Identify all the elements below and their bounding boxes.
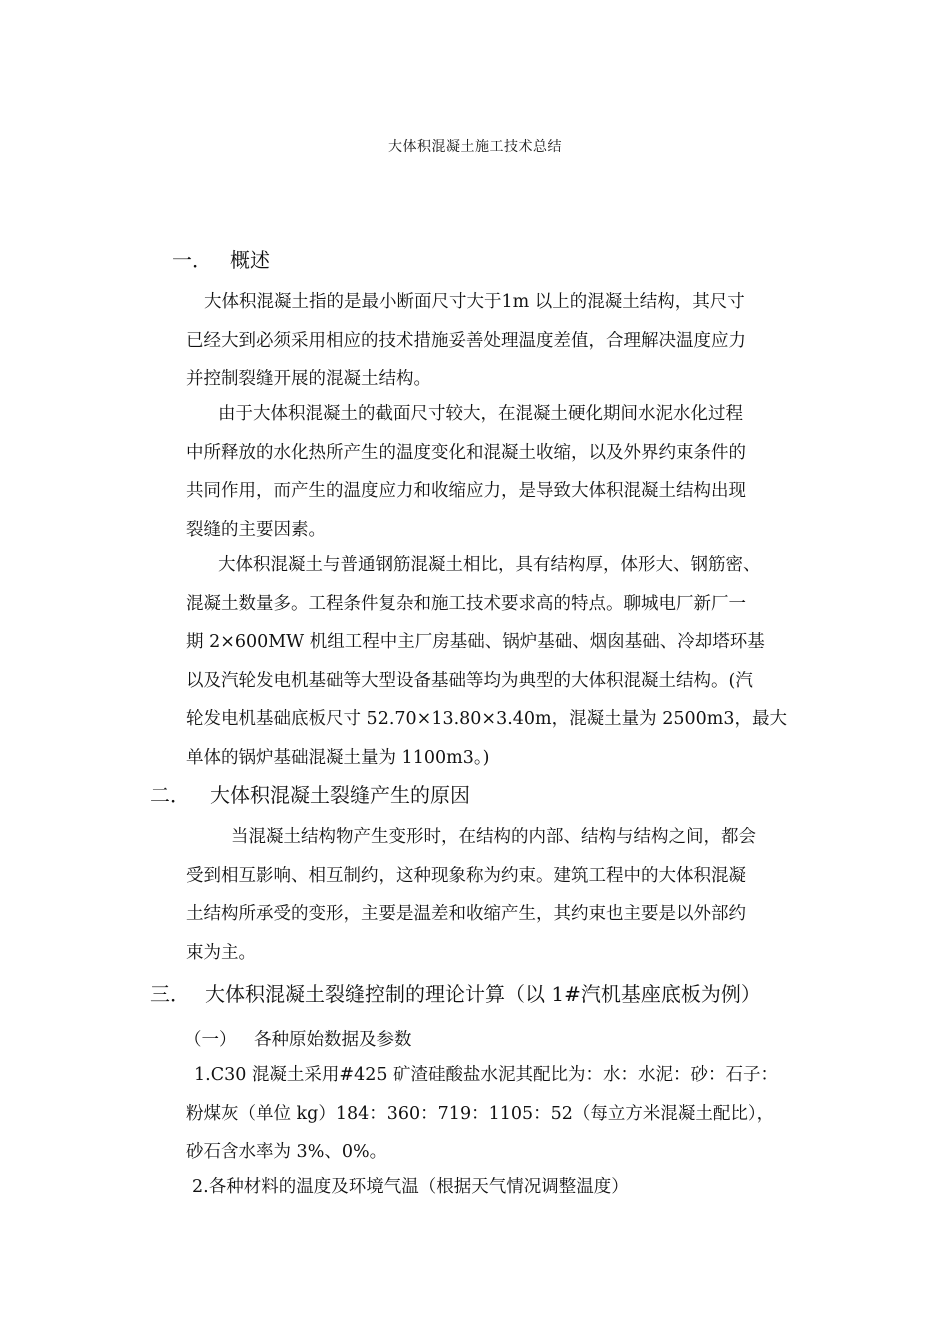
paragraph-5 xyxy=(186,1056,806,1172)
subsection-number: （一） xyxy=(184,1030,237,1050)
section-number: 三． xyxy=(150,982,190,1006)
text-line: 单体的锅炉基础混凝土量为 1100m3。) xyxy=(186,747,490,768)
text-line: 束为主。 xyxy=(186,942,256,963)
section-title: 概述 xyxy=(230,248,270,272)
subsection-heading xyxy=(184,1026,412,1051)
text-line: 期 2×600MW 机组工程中主厂房基础、锅炉基础、烟囱基础、冷却塔环基 xyxy=(186,632,765,652)
text-line: 当混凝土结构物产生变形时，在结构的内部、结构与结构之间，都会 xyxy=(231,827,756,847)
document-title: 大体积混凝土施工技术总结 xyxy=(388,139,562,155)
paragraph-3 xyxy=(186,546,806,777)
text-line: 裂缝的主要因素。 xyxy=(186,519,326,540)
text-line: 由于大体积混凝土的截面尺寸较大，在混凝土硬化期间水泥水化过程 xyxy=(218,404,743,424)
paragraph-1 xyxy=(186,283,806,399)
subsection-title: 各种原始数据及参数 xyxy=(254,1030,412,1050)
section-heading-2 xyxy=(150,779,470,808)
text-line: 并控制裂缝开展的混凝土结构。 xyxy=(186,369,431,389)
section-number: 二． xyxy=(150,783,190,807)
text-line: 土结构所承受的变形，主要是温差和收缩产生，其约束也主要是以外部约 xyxy=(186,904,746,924)
section-title: 大体积混凝土裂缝产生的原因 xyxy=(210,783,470,807)
text-line: 粉煤灰（单位 kg）184：360：719：1105：52（每立方米混凝土配比）， xyxy=(186,1103,775,1124)
section-title: 大体积混凝土裂缝控制的理论计算（以 1#汽机基座底板为例） xyxy=(205,982,761,1006)
text-line: 已经大到必须采用相应的技术措施妥善处理温度差值，合理解决温度应力 xyxy=(186,330,746,351)
paragraph-6 xyxy=(186,1168,806,1207)
section-heading-3 xyxy=(150,978,761,1007)
text-line: 中所释放的水化热所产生的温度变化和混凝土收缩，以及外界约束条件的 xyxy=(186,442,746,463)
section-heading-1 xyxy=(172,244,270,273)
text-line: 1.C30 混凝土采用#425 矿渣硅酸盐水泥其配比为：水：水泥：砂：石子： xyxy=(194,1065,779,1085)
text-line: 砂石含水率为 3%、0%。 xyxy=(186,1142,388,1162)
text-line: 受到相互影响、相互制约，这种现象称为约束。建筑工程中的大体积混凝 xyxy=(186,865,746,886)
text-line: 大体积混凝土指的是最小断面尺寸大于1m 以上的混凝土结构，其尺寸 xyxy=(204,292,745,312)
text-line: 以及汽轮发电机基础等大型设备基础等均为典型的大体积混凝土结构。(汽 xyxy=(186,670,753,691)
text-line: 共同作用，而产生的温度应力和收缩应力，是导致大体积混凝土结构出现 xyxy=(186,481,746,501)
section-number: 一． xyxy=(172,248,212,272)
text-line: 大体积混凝土与普通钢筋混凝土相比，具有结构厚，体形大、钢筋密、 xyxy=(218,555,761,575)
paragraph-2 xyxy=(186,395,806,549)
text-line: 2.各种材料的温度及环境气温（根据天气情况调整温度） xyxy=(192,1177,629,1197)
paragraph-4 xyxy=(186,818,806,972)
text-line: 轮发电机基础底板尺寸 52.70×13.80×3.40m，混凝土量为 2500m3，最大 xyxy=(186,709,787,729)
text-line: 混凝土数量多。工程条件复杂和施工技术要求高的特点。聊城电厂新厂一 xyxy=(186,593,746,614)
